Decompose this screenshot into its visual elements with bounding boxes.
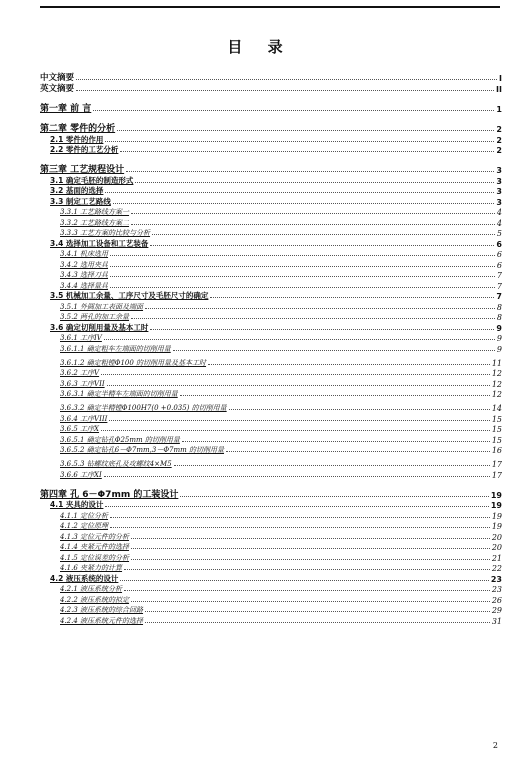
toc-entry-title: 3.4.4 选择量具 [60, 281, 109, 290]
dot-leader [131, 212, 495, 214]
toc-entry-page: 3 [496, 176, 502, 186]
toc-entry-title: 3.6.1 工序IV [60, 334, 102, 342]
toc-entry-title: 4.2.4 液压系统元件的选择 [60, 616, 144, 625]
toc-entry-title: 3.6.2 工序V [60, 369, 100, 377]
dot-leader [131, 317, 495, 319]
toc-entry-title: 3.4.2 选用夹具 [60, 260, 109, 269]
toc-entry-page: 1 [496, 105, 502, 114]
toc-entry-title: 3.5.1 外圆加工表面及端面 [60, 302, 144, 311]
dot-leader [180, 495, 489, 497]
toc-entry-title: 3.6.5.1 确定钻孔Φ25mm 的切削用量 [60, 435, 180, 444]
toc-entry[interactable] [40, 333, 502, 344]
dot-leader [145, 610, 490, 612]
page-number: 2 [492, 741, 498, 750]
toc-entry[interactable] [40, 434, 502, 445]
dot-leader [173, 349, 495, 351]
toc-entry[interactable] [40, 521, 502, 532]
toc-entry-title: 3.4.1 机床选用 [60, 250, 109, 258]
toc-entry[interactable] [40, 486, 502, 500]
toc-entry[interactable] [40, 445, 502, 456]
toc-entry-page: 7 [496, 292, 502, 301]
toc-entry-title: 第二章 零件的分析 [40, 124, 116, 134]
toc-entry-page: 11 [491, 358, 502, 368]
toc-entry[interactable] [40, 161, 502, 175]
toc-entry[interactable] [40, 469, 502, 480]
toc-entry-title: 4.2.3 液压系统的综合回路 [60, 606, 144, 614]
toc-entry[interactable] [40, 389, 502, 400]
toc-entry-page: 8 [496, 302, 502, 312]
toc-entry-page: 20 [491, 532, 502, 542]
toc-entry[interactable] [40, 378, 502, 389]
dot-leader [145, 621, 490, 623]
dot-leader [120, 150, 494, 152]
toc-entry[interactable] [40, 615, 502, 626]
toc-entry-page: 6 [496, 239, 502, 249]
dot-leader [105, 191, 494, 193]
dot-leader [174, 464, 490, 466]
toc-entry-title: 3.6.4 工序VIII [60, 414, 108, 423]
toc-entry-page: 16 [491, 446, 502, 455]
toc-entry[interactable] [40, 500, 502, 511]
toc-entry-title: 3.3 制定工艺路线 [50, 196, 111, 206]
toc-entry[interactable] [40, 424, 502, 435]
toc-entry-page: 9 [496, 323, 502, 333]
toc-entry[interactable] [40, 145, 502, 156]
toc-entry-page: 2 [496, 125, 502, 134]
toc-entry-page: 2 [496, 135, 502, 145]
dot-leader [105, 140, 494, 142]
toc-entry[interactable] [40, 573, 502, 584]
toc-entry-page: 3 [496, 187, 502, 196]
dot-leader [110, 254, 495, 256]
toc-entry[interactable] [40, 238, 502, 249]
dot-leader [131, 547, 490, 549]
toc-entry-page: 14 [491, 404, 502, 413]
toc-entry[interactable] [40, 399, 502, 413]
toc-entry-title: 3.2 基面的选择 [50, 186, 104, 195]
toc-entry-page: 19 [491, 511, 502, 521]
toc-entry-page: II [496, 85, 502, 94]
toc-entry-page: 4 [496, 208, 502, 217]
toc-entry-page: 6 [496, 260, 502, 270]
toc-entry[interactable] [40, 270, 502, 281]
dot-leader [113, 202, 495, 204]
toc-entry-page: 15 [491, 414, 502, 424]
toc-entry-title: 3.5.2 两孔的加工余量 [60, 313, 130, 321]
toc-entry[interactable] [40, 552, 502, 563]
toc-entry-title: 英文摘要 [40, 84, 75, 94]
toc-entry-title: 3.6.1.2 确定粗镗Φ100 的切削用量及基本工时 [60, 358, 207, 367]
toc-entry-page: 23 [490, 574, 502, 584]
toc-entry[interactable] [40, 134, 502, 145]
dot-leader [76, 78, 497, 80]
dot-leader [226, 450, 490, 452]
dot-leader [131, 558, 490, 560]
dot-leader [110, 275, 495, 277]
dot-leader [180, 394, 490, 396]
toc-entry-title: 4.1.1 定位分析 [60, 511, 109, 520]
toc-entry[interactable] [40, 228, 502, 239]
dot-leader [76, 89, 494, 91]
toc-entry-page: 7 [496, 281, 502, 291]
dot-leader [131, 223, 495, 225]
dot-leader [126, 170, 494, 172]
toc-entry-title: 3.6.3 工序VII [60, 379, 105, 388]
toc-entry[interactable] [40, 531, 502, 542]
dot-leader [229, 408, 490, 410]
dot-leader [110, 516, 490, 518]
toc-entry-title: 第三章 工艺规程设计 [40, 165, 125, 175]
dot-leader [152, 233, 495, 235]
toc-entry[interactable] [40, 510, 502, 521]
toc-entry-page: 2 [496, 146, 502, 155]
toc-entry[interactable] [40, 322, 502, 333]
toc-entry-page: 12 [491, 369, 502, 378]
table-of-contents [40, 72, 502, 626]
dot-leader [110, 265, 495, 267]
toc-entry-title: 3.1 确定毛胚的制造形式 [50, 175, 134, 185]
toc-entry[interactable] [40, 249, 502, 260]
toc-entry-page: 15 [491, 425, 502, 434]
toc-entry-page: 9 [496, 334, 502, 343]
toc-entry-page: 17 [491, 460, 502, 469]
toc-entry-page: 22 [491, 564, 502, 573]
toc-entry-page: 21 [491, 553, 502, 563]
toc-entry-title: 3.3.2 工艺路线方案二 [60, 218, 130, 227]
toc-entry-title: 2.1 零件的作用 [50, 134, 104, 144]
dot-leader [117, 129, 494, 131]
toc-entry[interactable] [40, 343, 502, 354]
toc-entry-title: 3.5 机械加工余量、工序尺寸及毛胚尺寸的确定 [50, 291, 209, 300]
toc-entry-page: 29 [491, 606, 502, 615]
toc-entry[interactable] [40, 455, 502, 469]
toc-entry-page: 5 [496, 229, 502, 238]
dot-leader [210, 296, 494, 298]
toc-entry-page: 7 [496, 271, 502, 280]
toc-entry-title: 3.6.5.3 钻螺纹底孔及攻螺纹4×M5 [60, 460, 172, 468]
toc-entry-page: 31 [491, 616, 502, 626]
toc-entry-title: 第四章 孔 6－Φ7mm 的工装设计 [40, 489, 179, 500]
toc-entry[interactable] [40, 605, 502, 616]
toc-entry[interactable] [40, 312, 502, 323]
toc-entry-page: 8 [496, 313, 502, 322]
toc-entry-page: 9 [496, 344, 502, 354]
toc-entry-title: 3.3.3 工艺方案的比较与分析 [60, 229, 151, 237]
toc-entry-page: 12 [491, 390, 502, 399]
toc-entry[interactable] [40, 217, 502, 228]
toc-entry[interactable] [40, 413, 502, 424]
toc-entry-page: 26 [491, 595, 502, 605]
dot-leader [208, 363, 490, 365]
toc-entry-page: 23 [491, 585, 502, 594]
dot-leader [105, 505, 488, 507]
toc-entry[interactable] [40, 594, 502, 605]
toc-entry-page: 17 [491, 470, 502, 480]
toc-entry[interactable] [40, 100, 502, 114]
toc-entry-title: 4.2 液压系统的设计 [50, 573, 119, 583]
toc-entry[interactable] [40, 301, 502, 312]
toc-entry-title: 4.1.2 定位原理 [60, 522, 109, 530]
toc-entry-page: 4 [496, 218, 502, 228]
dot-leader [107, 384, 490, 386]
toc-entry-page: 19 [491, 522, 502, 531]
toc-entry[interactable] [40, 280, 502, 291]
toc-entry-page: 12 [491, 379, 502, 389]
toc-entry-page: 3 [496, 166, 502, 175]
dot-leader [182, 440, 490, 442]
toc-entry-title: 4.1.4 夹紧元件的选择 [60, 543, 130, 551]
toc-entry-title: 4.1.6 夹紧力的计算 [60, 564, 123, 572]
toc-entry-page: 3 [496, 197, 502, 207]
toc-entry[interactable] [40, 542, 502, 553]
dot-leader [150, 328, 494, 330]
toc-entry-page: I [499, 74, 502, 83]
dot-leader [120, 579, 488, 581]
dot-leader [104, 475, 490, 477]
toc-entry[interactable] [40, 196, 502, 207]
dot-leader [150, 244, 494, 246]
toc-entry-title: 中文摘要 [40, 73, 75, 83]
toc-entry-title: 第一章 前 言 [40, 104, 92, 114]
toc-entry[interactable] [40, 563, 502, 574]
dot-leader [110, 526, 490, 528]
toc-entry-title: 4.1 夹具的设计 [50, 500, 104, 509]
dot-leader [104, 338, 495, 340]
toc-entry[interactable] [40, 72, 502, 83]
dot-leader [145, 307, 495, 309]
toc-entry-title: 3.6.5 工序X [60, 425, 100, 433]
toc-entry-title: 3.6 确定切削用量及基本工时 [50, 322, 149, 332]
toc-entry-title: 2.2 零件的工艺分析 [50, 145, 119, 154]
dot-leader [135, 181, 494, 183]
toc-entry-title: 3.6.1.1 确定粗车左端面的切削用量 [60, 344, 171, 353]
dot-leader [109, 419, 489, 421]
dot-leader [124, 589, 490, 591]
dot-leader [110, 286, 495, 288]
dot-leader [101, 373, 490, 375]
toc-entry-page: 20 [491, 543, 502, 552]
toc-entry-title: 3.6.5.2 确定钻孔6－Φ7mm,3－Φ7mm 的切削用量 [60, 446, 225, 454]
dot-leader [131, 537, 490, 539]
toc-entry-page: 19 [490, 490, 502, 500]
toc-entry-page: 15 [491, 435, 502, 445]
dot-leader [131, 600, 490, 602]
toc-entry-title: 3.6.6 工序XI [60, 470, 102, 479]
toc-entry-title: 4.2.2 液压系统的拟定 [60, 595, 130, 604]
header-rule [40, 6, 500, 8]
toc-entry-title: 3.4.3 选择刀具 [60, 271, 109, 279]
page-title: 目 录 [227, 38, 293, 56]
toc-entry-title: 4.2.1 液压系统分析 [60, 585, 123, 593]
dot-leader [93, 109, 494, 111]
toc-entry-page: 6 [496, 250, 502, 259]
toc-entry-title: 3.6.3.1 确定半精车左端面的切削用量 [60, 390, 178, 398]
toc-entry[interactable] [40, 207, 502, 218]
toc-entry-title: 3.4 选择加工设备和工艺装备 [50, 238, 149, 248]
dot-leader [101, 429, 490, 431]
toc-entry-title: 3.6.3.2 确定半精镗Φ100H7(0 +0.035) 的切削用量 [60, 404, 227, 412]
toc-entry-title: 4.1.5 定位误差的分析 [60, 553, 130, 562]
toc-entry-page: 19 [490, 501, 502, 510]
toc-entry-title: 3.3.1 工艺路线方案一 [60, 208, 130, 216]
toc-entry[interactable] [40, 354, 502, 368]
toc-entry[interactable] [40, 83, 502, 94]
toc-entry-title: 4.1.3 定位元件的分析 [60, 532, 130, 541]
toc-entry[interactable] [40, 291, 502, 302]
toc-entry[interactable] [40, 175, 502, 186]
toc-entry[interactable] [40, 584, 502, 595]
toc-entry[interactable] [40, 120, 502, 134]
toc-entry[interactable] [40, 186, 502, 197]
toc-entry[interactable] [40, 368, 502, 379]
toc-entry[interactable] [40, 259, 502, 270]
dot-leader [124, 568, 490, 570]
